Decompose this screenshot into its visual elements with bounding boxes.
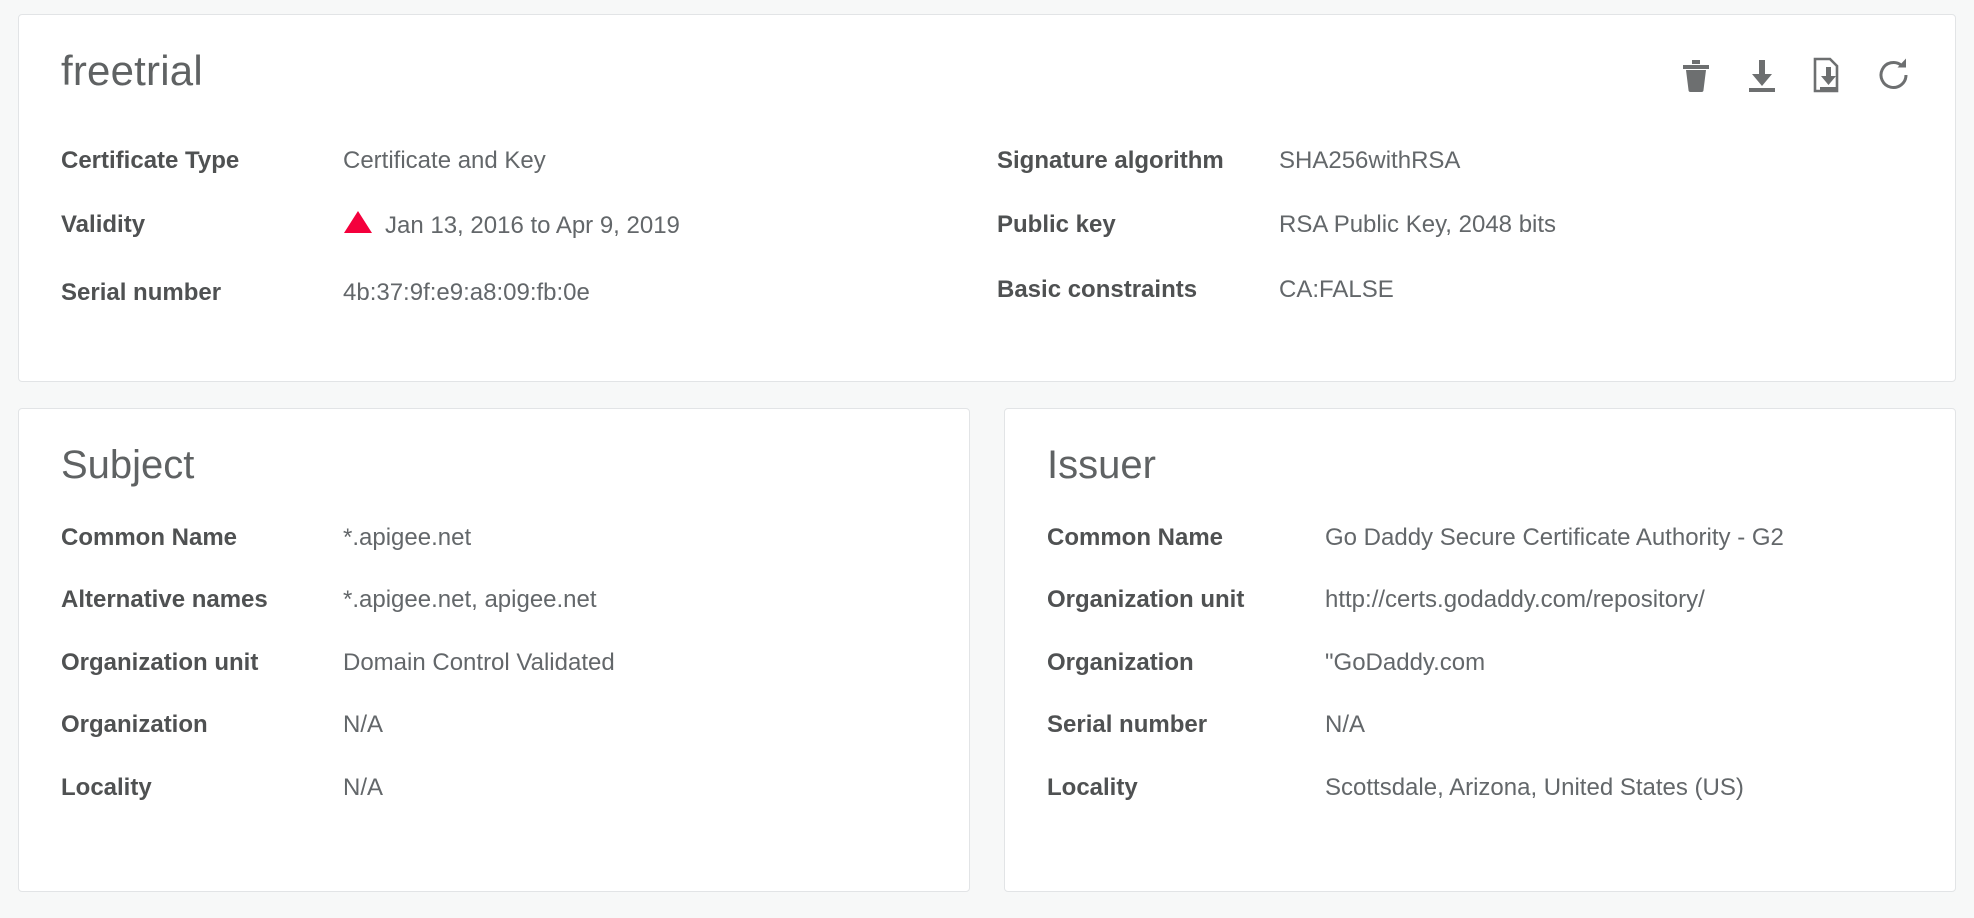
issuer-panel	[1004, 408, 1956, 892]
subject-panel-title: Subject	[61, 443, 195, 487]
field-value: N/A	[343, 773, 384, 801]
field-label: Certificate Type	[61, 147, 240, 174]
field-value: N/A	[1325, 711, 1366, 739]
field-label: Locality	[1047, 773, 1138, 801]
subject-common-name	[19, 522, 969, 554]
page-title: freetrial	[61, 47, 203, 94]
field-label: Locality	[61, 773, 152, 801]
field-value: RSA Public Key, 2048 bits	[1279, 211, 1557, 239]
field-value: SHA256withRSA	[1279, 147, 1461, 174]
field-value: Certificate and Key	[343, 147, 546, 174]
summary-right-column	[949, 145, 1849, 309]
subject-panel	[18, 408, 970, 892]
validity-value: Jan 13, 2016 to Apr 9, 2019	[385, 212, 680, 240]
field-value: http://certs.godaddy.com/repository/	[1325, 586, 1705, 614]
summary-columns	[19, 145, 1955, 309]
field-label: Organization	[61, 711, 208, 739]
refresh-icon[interactable]	[1877, 57, 1911, 93]
subject-organization	[19, 709, 969, 741]
field-value: *.apigee.net	[343, 524, 472, 551]
field-label: Alternative names	[61, 586, 268, 614]
certificate-summary-card	[18, 14, 1956, 382]
subject-organization-unit	[19, 647, 969, 679]
field-value: N/A	[343, 711, 384, 739]
field-label: Organization unit	[61, 648, 259, 676]
download-certificate-icon[interactable]	[1811, 57, 1845, 93]
subject-alternative-names	[19, 584, 969, 616]
download-icon[interactable]	[1745, 57, 1779, 93]
subject-locality	[19, 772, 969, 804]
field-label: Public key	[997, 211, 1116, 239]
delete-icon[interactable]	[1679, 57, 1713, 93]
summary-left-column	[19, 145, 949, 309]
issuer-organization-unit	[1005, 584, 1955, 616]
field-serial-number	[61, 277, 949, 309]
field-label: Serial number	[1047, 711, 1208, 739]
field-value: Domain Control Validated	[343, 648, 615, 676]
card-toolbar	[1679, 57, 1911, 93]
field-label: Organization	[1047, 648, 1194, 676]
issuer-common-name	[1005, 522, 1955, 554]
field-value: "GoDaddy.com	[1325, 648, 1486, 676]
warning-triangle-icon	[343, 209, 373, 244]
field-label: Common Name	[61, 524, 238, 551]
field-label: Common Name	[1047, 524, 1224, 551]
field-label: Serial number	[61, 278, 222, 306]
field-label: Organization unit	[1047, 586, 1245, 614]
field-validity	[61, 209, 949, 244]
field-value: *.apigee.net, apigee.net	[343, 586, 597, 614]
issuer-organization	[1005, 647, 1955, 679]
field-value: CA:FALSE	[1279, 275, 1394, 303]
issuer-locality	[1005, 772, 1955, 804]
field-label: Signature algorithm	[997, 147, 1224, 174]
field-value: Go Daddy Secure Certificate Authority - G2	[1325, 524, 1784, 551]
detail-panels	[18, 408, 1956, 892]
field-certificate-type	[61, 145, 949, 177]
field-value: 4b:37:9f:e9:a8:09:fb:0e	[343, 278, 590, 306]
field-public-key	[997, 209, 1849, 241]
issuer-serial-number	[1005, 709, 1955, 741]
field-basic-constraints	[997, 274, 1849, 306]
field-signature-algorithm	[997, 145, 1849, 177]
field-value-with-warning	[343, 209, 680, 244]
field-label: Basic constraints	[997, 275, 1198, 303]
issuer-panel-title: Issuer	[1047, 443, 1156, 487]
field-value: Scottsdale, Arizona, United States (US)	[1325, 773, 1744, 801]
field-label: Validity	[61, 211, 146, 239]
